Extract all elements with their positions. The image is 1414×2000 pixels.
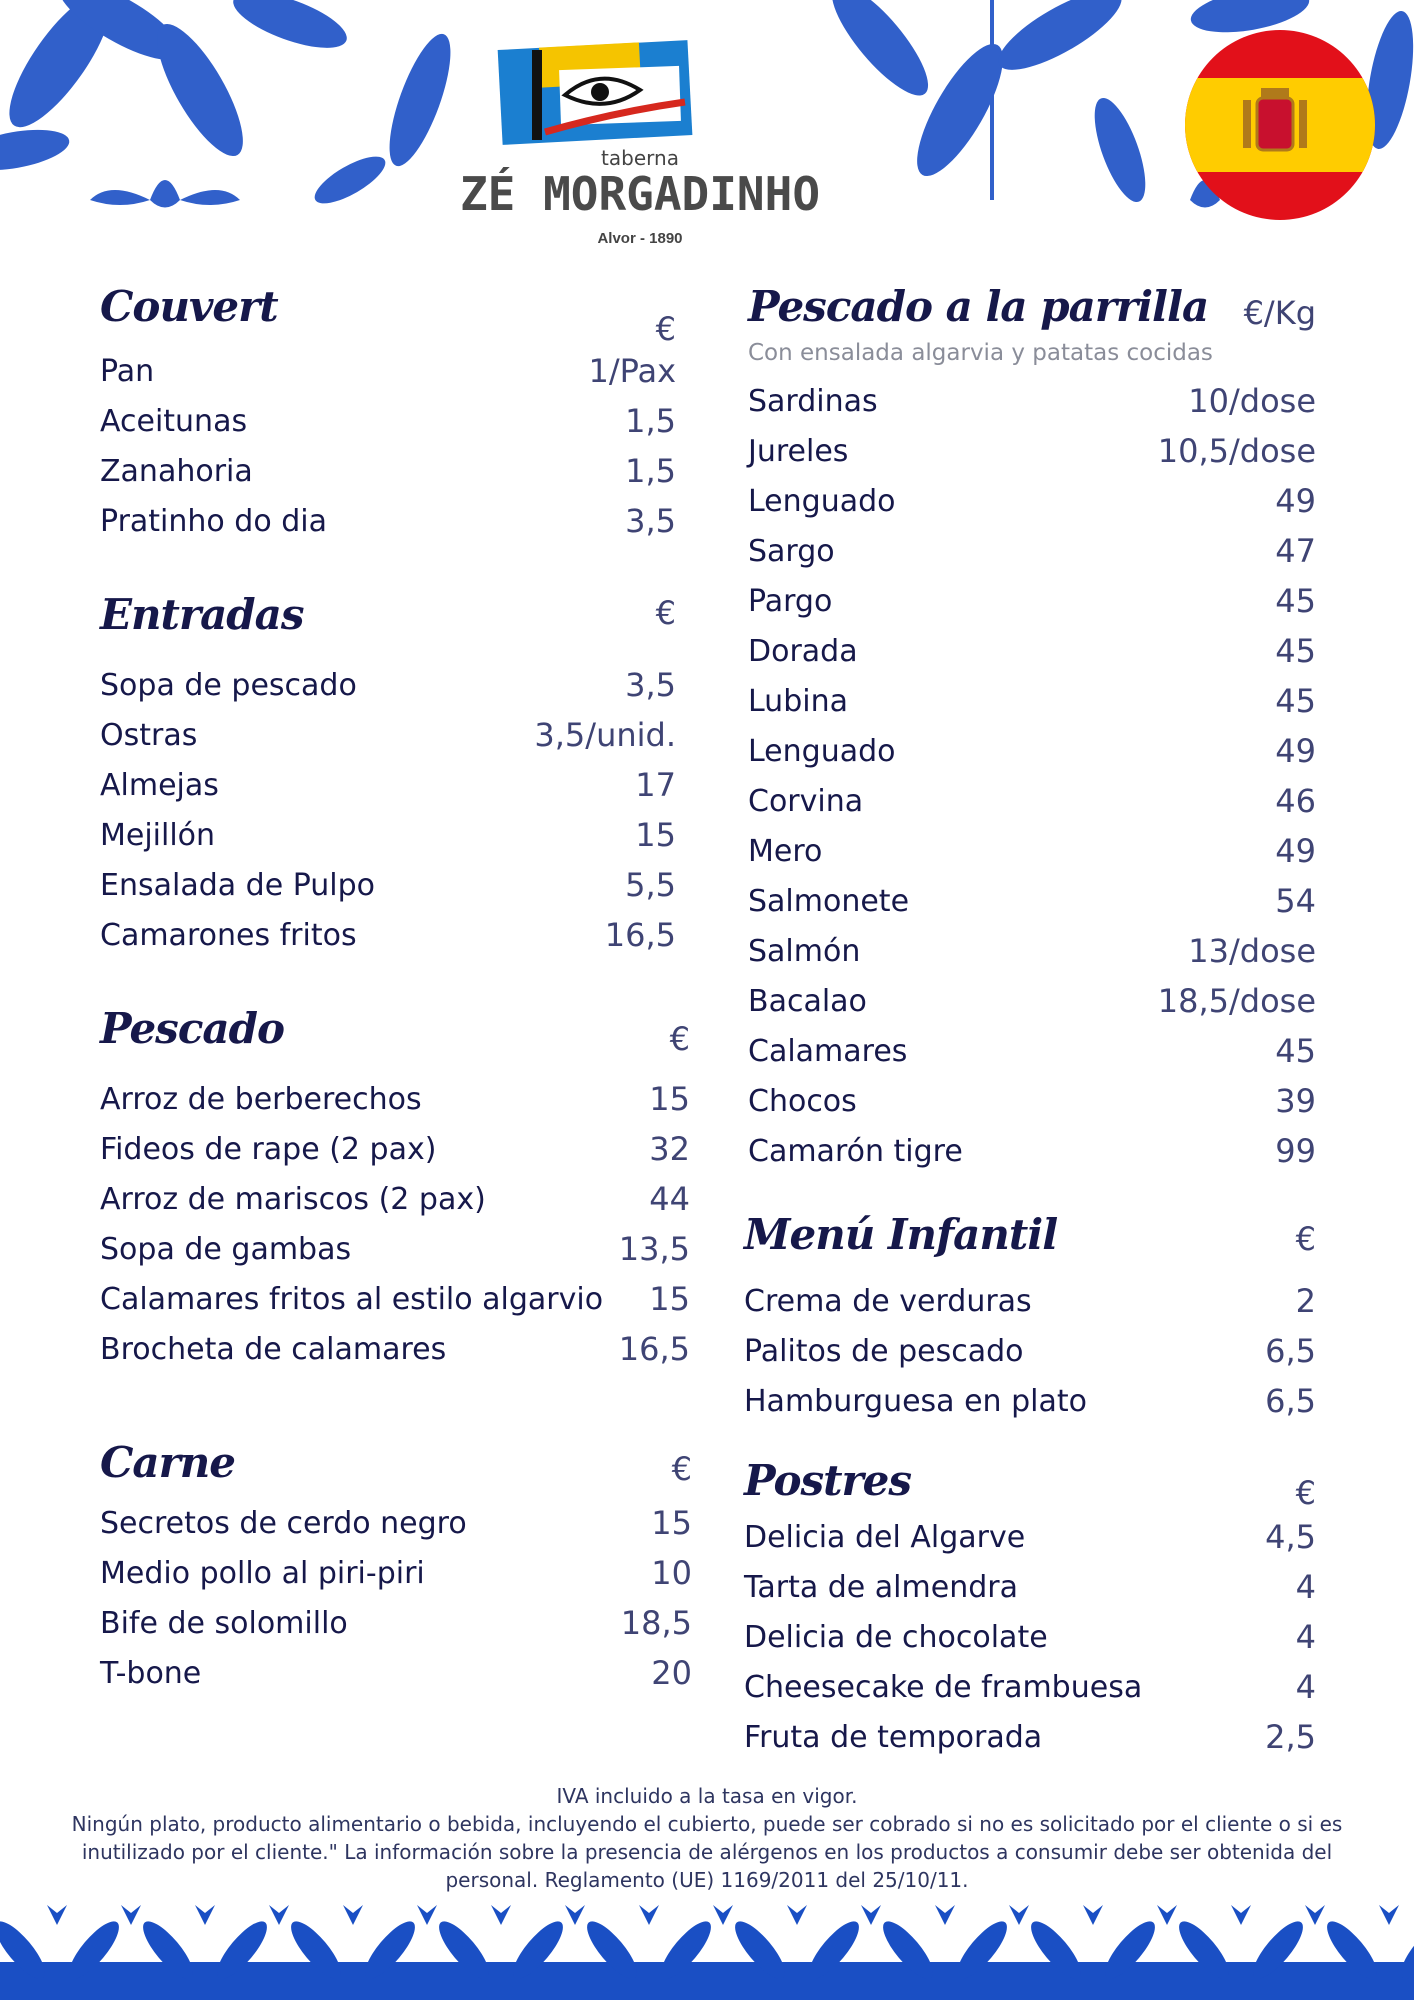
menu-item	[100, 868, 676, 918]
menu-item-price: 2	[1295, 1282, 1316, 1320]
section-pescado	[100, 1004, 690, 1374]
menu-item	[744, 1334, 1316, 1384]
menu-item	[100, 504, 676, 554]
brand-tagline: taberna	[601, 146, 679, 170]
menu-item	[100, 1132, 690, 1182]
footer-vat-note: IVA incluido a la tasa en vigor.	[556, 1784, 858, 1808]
menu-item-name: Pan	[100, 354, 155, 389]
menu-item	[744, 1284, 1316, 1334]
menu-item-name: Chocos	[748, 1084, 857, 1119]
menu-item	[748, 584, 1316, 634]
menu-item-price: 5,5	[625, 866, 676, 904]
menu-item-name: Pratinho do dia	[100, 504, 327, 539]
menu-item-name: Almejas	[100, 768, 219, 803]
menu-item-price: 16,5	[618, 1330, 690, 1368]
menu-item-price: 6,5	[1265, 1382, 1316, 1420]
menu-item-price: 45	[1275, 632, 1316, 670]
menu-item	[100, 354, 676, 404]
menu-item-price: 3,5	[625, 666, 676, 704]
menu-item-name: Tarta de almendra	[744, 1570, 1018, 1605]
menu-item-name: Dorada	[748, 634, 858, 669]
menu-item-price: 45	[1275, 682, 1316, 720]
menu-item	[748, 534, 1316, 584]
menu-item	[748, 484, 1316, 534]
menu-item	[100, 1182, 690, 1232]
brand-place: Alvor - 1890	[597, 230, 683, 247]
menu-item	[744, 1670, 1316, 1720]
menu-item	[744, 1570, 1316, 1620]
menu-item-price: 3,5/unid.	[534, 716, 676, 754]
menu-item-price: 15	[649, 1280, 690, 1318]
menu-item-price: 18,5	[620, 1604, 692, 1642]
brand-name: ZÉ MORGADINHO	[459, 167, 821, 221]
menu-item-name: Sopa de gambas	[100, 1232, 352, 1267]
menu-item-price: 10/dose	[1188, 382, 1316, 420]
menu-item	[748, 834, 1316, 884]
section-unit: €	[1295, 1220, 1316, 1258]
section-unit: €	[669, 1020, 690, 1058]
menu-item	[748, 1034, 1316, 1084]
menu-item	[748, 784, 1316, 834]
menu-item-name: Bacalao	[748, 984, 867, 1019]
menu-item	[100, 1332, 690, 1382]
menu-item	[100, 1282, 690, 1332]
spain-flag-icon[interactable]	[1185, 30, 1375, 220]
section-subtitle: Con ensalada algarvia y patatas cocidas	[748, 340, 1213, 366]
menu-item-name: T-bone	[100, 1656, 202, 1691]
menu-item-name: Arroz de berberechos	[100, 1082, 422, 1117]
menu-item-name: Pargo	[748, 584, 833, 619]
section-unit: €/Kg	[1243, 294, 1316, 332]
menu-item-name: Jureles	[748, 434, 849, 469]
section-entradas	[100, 590, 676, 960]
section-couvert	[100, 282, 676, 542]
section-carne	[100, 1438, 692, 1708]
menu-item	[100, 1082, 690, 1132]
menu-item-price: 45	[1275, 582, 1316, 620]
menu-item-name: Crema de verduras	[744, 1284, 1032, 1319]
menu-item-price: 6,5	[1265, 1332, 1316, 1370]
section-unit: €	[655, 310, 676, 348]
menu-item-price: 13,5	[618, 1230, 690, 1268]
menu-item	[748, 934, 1316, 984]
menu-item	[100, 1556, 692, 1606]
menu-item-name: Fideos de rape (2 pax)	[100, 1132, 437, 1167]
menu-item-name: Mejillón	[100, 818, 216, 853]
menu-item	[748, 634, 1316, 684]
menu-item-name: Sargo	[748, 534, 835, 569]
menu-item-name: Lenguado	[748, 734, 896, 769]
section-title: Carne	[100, 1438, 236, 1487]
menu-item-name: Lenguado	[748, 484, 896, 519]
menu-item-name: Cheesecake de frambuesa	[744, 1670, 1143, 1705]
menu-item-name: Mero	[748, 834, 823, 869]
menu-item-price: 10,5/dose	[1157, 432, 1316, 470]
menu-item	[748, 734, 1316, 784]
menu-item	[100, 454, 676, 504]
menu-item	[100, 404, 676, 454]
menu-item-name: Ensalada de Pulpo	[100, 868, 376, 903]
menu-item-name: Hamburguesa en plato	[744, 1384, 1087, 1419]
menu-item-name: Delicia de chocolate	[744, 1620, 1048, 1655]
section-parrilla	[748, 282, 1316, 1182]
menu-item	[748, 434, 1316, 484]
menu-item-price: 4	[1295, 1618, 1316, 1656]
section-title: Pescado a la parrilla	[748, 282, 1209, 331]
menu-item-price: 15	[649, 1080, 690, 1118]
menu-item-price: 16,5	[604, 916, 676, 954]
menu-item-name: Arroz de mariscos (2 pax)	[100, 1182, 486, 1217]
menu-item-price: 18,5/dose	[1157, 982, 1316, 1020]
section-title: Menú Infantil	[744, 1210, 1058, 1259]
menu-item-price: 1,5	[625, 402, 676, 440]
menu-item-price: 49	[1275, 482, 1316, 520]
menu-item-name: Camarones fritos	[100, 918, 357, 953]
menu-item-price: 4,5	[1265, 1518, 1316, 1556]
menu-item-price: 47	[1275, 532, 1316, 570]
menu-item	[100, 1606, 692, 1656]
menu-item-price: 4	[1295, 1668, 1316, 1706]
menu-item-name: Corvina	[748, 784, 864, 819]
menu-item	[100, 918, 676, 968]
section-title: Pescado	[100, 1004, 284, 1053]
menu-item-name: Sopa de pescado	[100, 668, 357, 703]
menu-item	[744, 1384, 1316, 1434]
legal-footer	[40, 1782, 1374, 1894]
section-title: Postres	[744, 1456, 912, 1505]
menu-item	[748, 1134, 1316, 1184]
menu-item-name: Delicia del Algarve	[744, 1520, 1026, 1555]
menu-item-price: 15	[651, 1504, 692, 1542]
menu-item-name: Calamares fritos al estilo algarvio	[100, 1282, 604, 1317]
menu-item-name: Brocheta de calamares	[100, 1332, 447, 1367]
menu-item-name: Medio pollo al piri-piri	[100, 1556, 425, 1591]
menu-item	[748, 984, 1316, 1034]
menu-item-price: 39	[1275, 1082, 1316, 1120]
menu-item-price: 1/Pax	[588, 352, 676, 390]
menu-item-price: 45	[1275, 1032, 1316, 1070]
menu-item	[748, 884, 1316, 934]
menu-item	[100, 818, 676, 868]
menu-item-price: 20	[651, 1654, 692, 1692]
menu-item-price: 49	[1275, 732, 1316, 770]
section-title: Couvert	[100, 282, 278, 331]
menu-item-name: Salmón	[748, 934, 861, 969]
menu-item	[744, 1620, 1316, 1670]
menu-item-price: 32	[649, 1130, 690, 1168]
menu-item-price: 46	[1275, 782, 1316, 820]
menu-item-price: 44	[649, 1180, 690, 1218]
menu-item-price: 17	[635, 766, 676, 804]
menu-item-price: 10	[651, 1554, 692, 1592]
menu-item-name: Zanahoria	[100, 454, 253, 489]
menu-item-name: Aceitunas	[100, 404, 248, 439]
menu-item-price: 15	[635, 816, 676, 854]
section-unit: €	[1295, 1474, 1316, 1512]
menu-item-price: 99	[1275, 1132, 1316, 1170]
menu-item-price: 49	[1275, 832, 1316, 870]
menu-item	[100, 768, 676, 818]
menu-item	[748, 1084, 1316, 1134]
menu-item	[748, 684, 1316, 734]
menu-item-name: Bife de solomillo	[100, 1606, 348, 1641]
menu-item	[100, 1656, 692, 1706]
menu-item-name: Fruta de temporada	[744, 1720, 1043, 1755]
menu-item	[100, 668, 676, 718]
menu-item	[744, 1520, 1316, 1570]
section-postres	[744, 1456, 1316, 1776]
section-unit: €	[671, 1450, 692, 1488]
menu-item-name: Salmonete	[748, 884, 910, 919]
menu-item-name: Ostras	[100, 718, 198, 753]
footer-legal-note: Ningún plato, producto alimentario o bebida, incluyendo el cubierto, puede ser cobrado si no es solicitado por el cliente o si es inutilizado por el cliente." La información sobre la presencia de alérgenos en los productos a consumir debe ser obtenida del personal. Reglamento (UE) 1169/2011 del 25/10/11.	[71, 1812, 1343, 1892]
menu-item-price: 2,5	[1265, 1718, 1316, 1756]
menu-item	[100, 1232, 690, 1282]
menu-item-price: 54	[1275, 882, 1316, 920]
menu-item-price: 3,5	[625, 502, 676, 540]
menu-item-name: Lubina	[748, 684, 848, 719]
menu-item	[100, 1506, 692, 1556]
restaurant-logo	[459, 40, 821, 250]
menu-item-name: Palitos de pescado	[744, 1334, 1024, 1369]
menu-item	[100, 718, 676, 768]
menu-item	[744, 1720, 1316, 1770]
menu-item-name: Camarón tigre	[748, 1134, 963, 1169]
menu-item-price: 4	[1295, 1568, 1316, 1606]
section-title: Entradas	[100, 590, 304, 639]
section-unit: €	[655, 594, 676, 632]
section-infantil	[744, 1210, 1316, 1430]
menu-item-name: Calamares	[748, 1034, 908, 1069]
menu-item-price: 1,5	[625, 452, 676, 490]
menu-item-name: Secretos de cerdo negro	[100, 1506, 467, 1541]
menu-item-price: 13/dose	[1188, 932, 1316, 970]
menu-item-name: Sardinas	[748, 384, 878, 419]
menu-item	[748, 384, 1316, 434]
